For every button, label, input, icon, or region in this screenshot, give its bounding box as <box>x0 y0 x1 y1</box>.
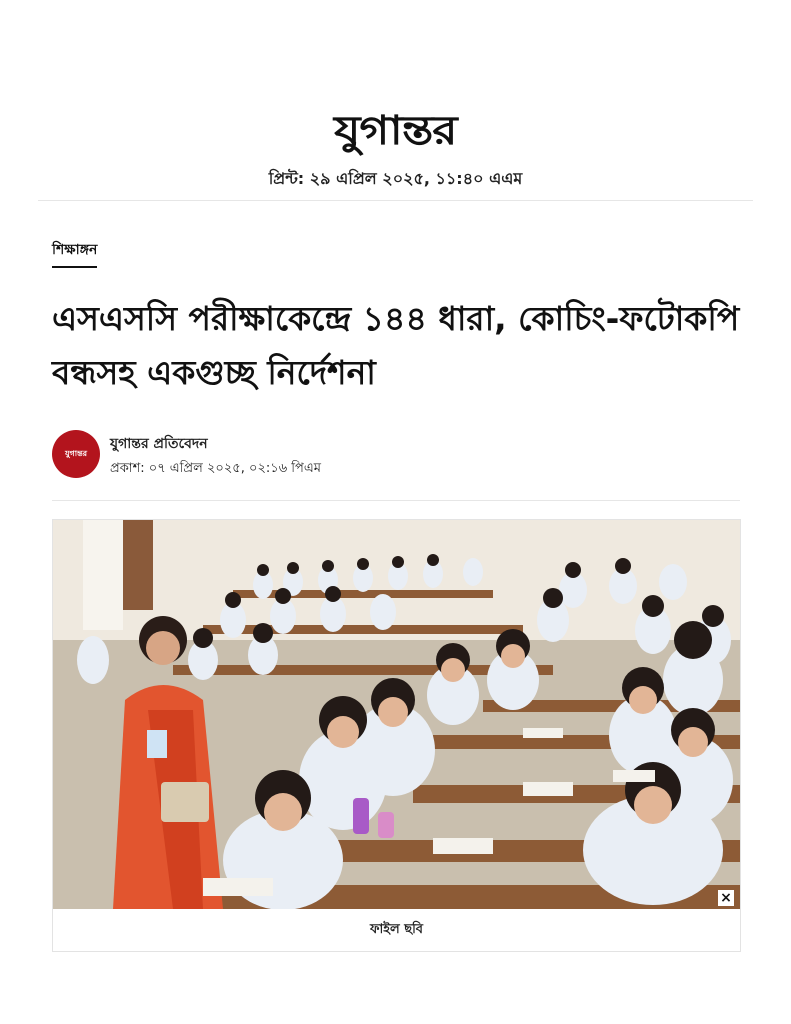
masthead <box>0 105 791 157</box>
article-photo <box>53 520 740 909</box>
print-date: প্রিন্ট: ২৯ এপ্রিল ২০২৫, ১১:৪০ এএম <box>268 169 523 188</box>
masthead-divider <box>38 200 753 201</box>
avatar-logo-text: যুগান্তর <box>64 448 88 458</box>
article-figure <box>52 519 741 952</box>
site-logo[interactable]: যুগান্তর <box>334 107 457 154</box>
exam-hall-illustration <box>53 520 740 909</box>
byline-divider <box>52 500 740 501</box>
article-headline: এসএসসি পরীক্ষাকেন্দ্রে ১৪৪ ধারা, কোচিং-ফটোকপি বন্ধসহ একগুচ্ছ নির্দেশনা <box>52 299 740 392</box>
author-avatar <box>52 430 100 478</box>
close-icon[interactable]: × <box>718 890 734 906</box>
author-name[interactable]: যুগান্তর প্রতিবেদন <box>110 436 208 452</box>
published-date: প্রকাশ: ০৭ এপ্রিল ২০২৫, ০২:১৬ পিএম <box>110 461 321 476</box>
photo-caption: ফাইল ছবি <box>53 909 740 951</box>
category-link[interactable]: শিক্ষাঙ্গন <box>52 238 97 268</box>
